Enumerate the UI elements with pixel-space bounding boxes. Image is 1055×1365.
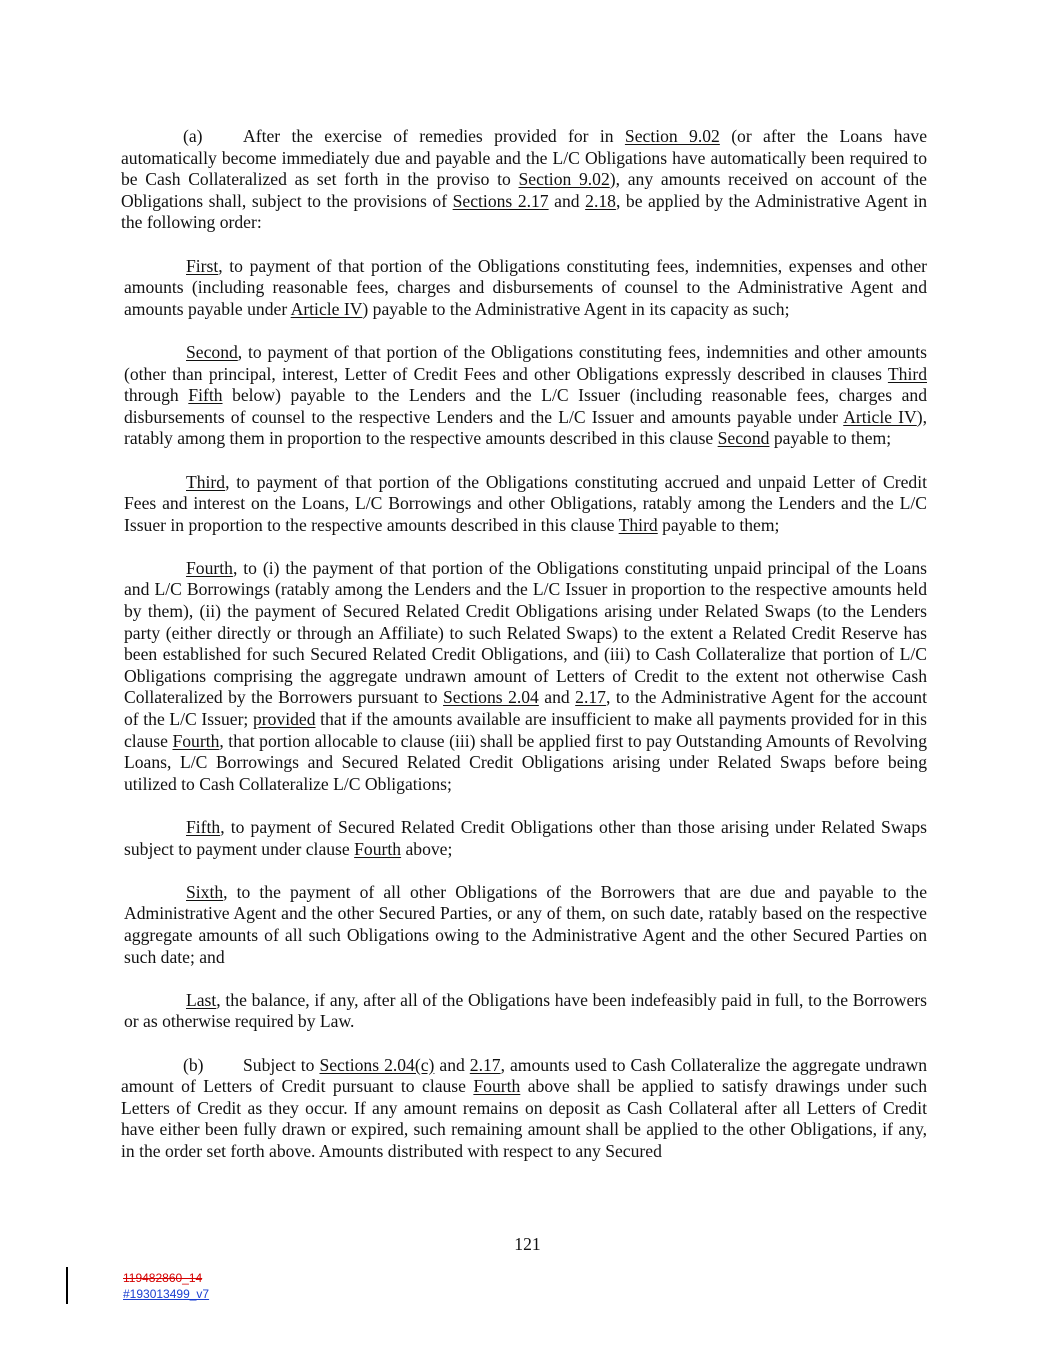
inserted-document-id: #193013499_v7 — [123, 1287, 210, 1301]
paragraph-label: (b) — [183, 1054, 204, 1075]
clause-second: Second, to payment of that portion of the Obligations constituting fees, indemnities and other amounts (other than principal, interest, Letter of Credit Fees and other Obligations expressly described in clauses Third through Fifth below) payable to the Lenders and the L/C Issuer (including reasonable fees, charges and disbursements of counsel to the respective Lenders and the L/C Issuer and amounts payable under Article IV), ratably among them in proportion to the respective amounts described in this clause Second payable to them; — [124, 341, 928, 449]
clause-fourth: Fourth, to (i) the payment of that portion of the Obligations constituting unpaid principal of the Loans and L/C Borrowings (ratably among the Lenders and the L/C Issuer in proportion to the respective amounts held by them), (ii) the payment of Secured Related Credit Obligations arising under Related Swaps (to the Lenders party (either directly or through an Affiliate) to such Related Swaps) to the extent a Related Credit Reserve has been established for such Secured Related Credit Obligations, and (iii) to Cash Collateralize that portion of L/C Obligations comprising the aggregate undrawn amount of Letters of Credit to the extent not otherwise Cash Collateralized by the Borrowers pursuant to Sections 2.04 and 2.17, to the Administrative Agent for the account of the L/C Issuer; provided that if the amounts available are insufficient to make all payments provided for in this clause Fourth, that portion allocable to clause (iii) shall be applied first to pay Outstanding Amounts of Revolving Loans, L/C Borrowings and Secured Related Credit Obligations arising under Related Swaps before being utilized to Cash Collateralize L/C Obligations; — [124, 557, 928, 794]
clause-heading: Last — [186, 989, 217, 1010]
section-reference: Article IV — [843, 406, 917, 427]
clause-heading: First — [186, 255, 219, 276]
section-reference: Section 9.02 — [518, 169, 610, 190]
section-reference: 2.18 — [585, 190, 616, 211]
section-reference: Sections 2.17 — [452, 190, 549, 211]
document-body — [121, 126, 927, 1184]
section-reference: Fifth — [188, 385, 223, 406]
section-reference: Sections 2.04(c) — [319, 1054, 435, 1075]
section-reference: Second — [717, 428, 770, 449]
clause-heading: Second — [186, 341, 238, 362]
clause-heading: Sixth — [186, 881, 224, 902]
clause-fifth: Fifth, to payment of Secured Related Credit Obligations other than those arising under Related Swaps subject to payment under clause Fourth above; — [124, 817, 927, 859]
section-reference: Fourth — [473, 1076, 521, 1097]
section-reference: Third — [887, 363, 927, 384]
section-reference: Article IV — [290, 298, 363, 319]
paragraph-label: (a) — [183, 126, 203, 146]
clause-heading: Third — [186, 471, 226, 492]
clause-last: Last, the balance, if any, after all of the Obligations have been indefeasibly paid in full, to the Borrowers or as otherwise required by Law. — [124, 989, 927, 1032]
section-reference: provided — [252, 709, 316, 730]
paragraph-a: (a) After the exercise of remedies provided for in Section 9.02 (or after the Loans have automatically become immediately due and payable and the L/C Obligations have automatically been required to be Cash Collateralized as set forth in the proviso to Section 9.02), any amounts received on account of the Obligations shall, subject to the provisions of Sections 2.17 and 2.18, be applied by the Administrative Agent in the following order: — [121, 126, 928, 233]
section-reference: Fourth — [172, 730, 220, 751]
clause-heading: Fifth — [186, 817, 221, 837]
change-bar — [66, 1267, 68, 1304]
section-reference: 2.17 — [575, 687, 606, 708]
page-number: 121 — [514, 1234, 541, 1254]
deleted-document-id: 119482860_14 — [123, 1271, 203, 1285]
clause-third: Third, to payment of that portion of the Obligations constituting accrued and unpaid Letter of Credit Fees and interest on the Loans, L/C Borrowings and other Obligations, ratably among the Lenders and the L/C Issuer in proportion to the respective amounts described in this clause Third payable to them; — [124, 471, 927, 535]
clause-first: First, to payment of that portion of the Obligations constituting fees, indemnities, expenses and other amounts (including reasonable fees, charges and disbursements of counsel to the Administrative Agent and amounts payable under Article IV) payable to the Administrative Agent in its capacity as such; — [124, 255, 927, 319]
clause-sixth: Sixth, to the payment of all other Obligations of the Borrowers that are due and payable to the Administrative Agent and the other Secured Parties, or any of them, on such date, ratably based on the respective aggregate amounts of all such Obligations owing to the Administrative Agent and the other Secured Parties on such date; and — [124, 881, 927, 967]
section-reference: Section 9.02 — [624, 126, 720, 146]
section-reference: Third — [618, 514, 658, 535]
section-reference: Fourth — [354, 838, 402, 859]
section-reference: 2.17 — [469, 1054, 501, 1075]
document-id-block — [123, 1270, 209, 1302]
clause-heading: Fourth — [186, 557, 233, 578]
section-reference: Sections 2.04 — [443, 687, 539, 708]
paragraph-b: (b) Subject to Sections 2.04(c) and 2.17, amounts used to Cash Collateralize the aggregate undrawn amount of Letters of Credit pursuant to clause Fourth above shall be applied to satisfy drawings under such Letters of Credit as they occur. If any amount remains on deposit as Cash Collateral after all Letters of Credit have either been fully drawn or expired, such remaining amount shall be applied to the other Obligations, if any, in the order set forth above. Amounts distributed with respect to any Secured — [121, 1054, 928, 1161]
